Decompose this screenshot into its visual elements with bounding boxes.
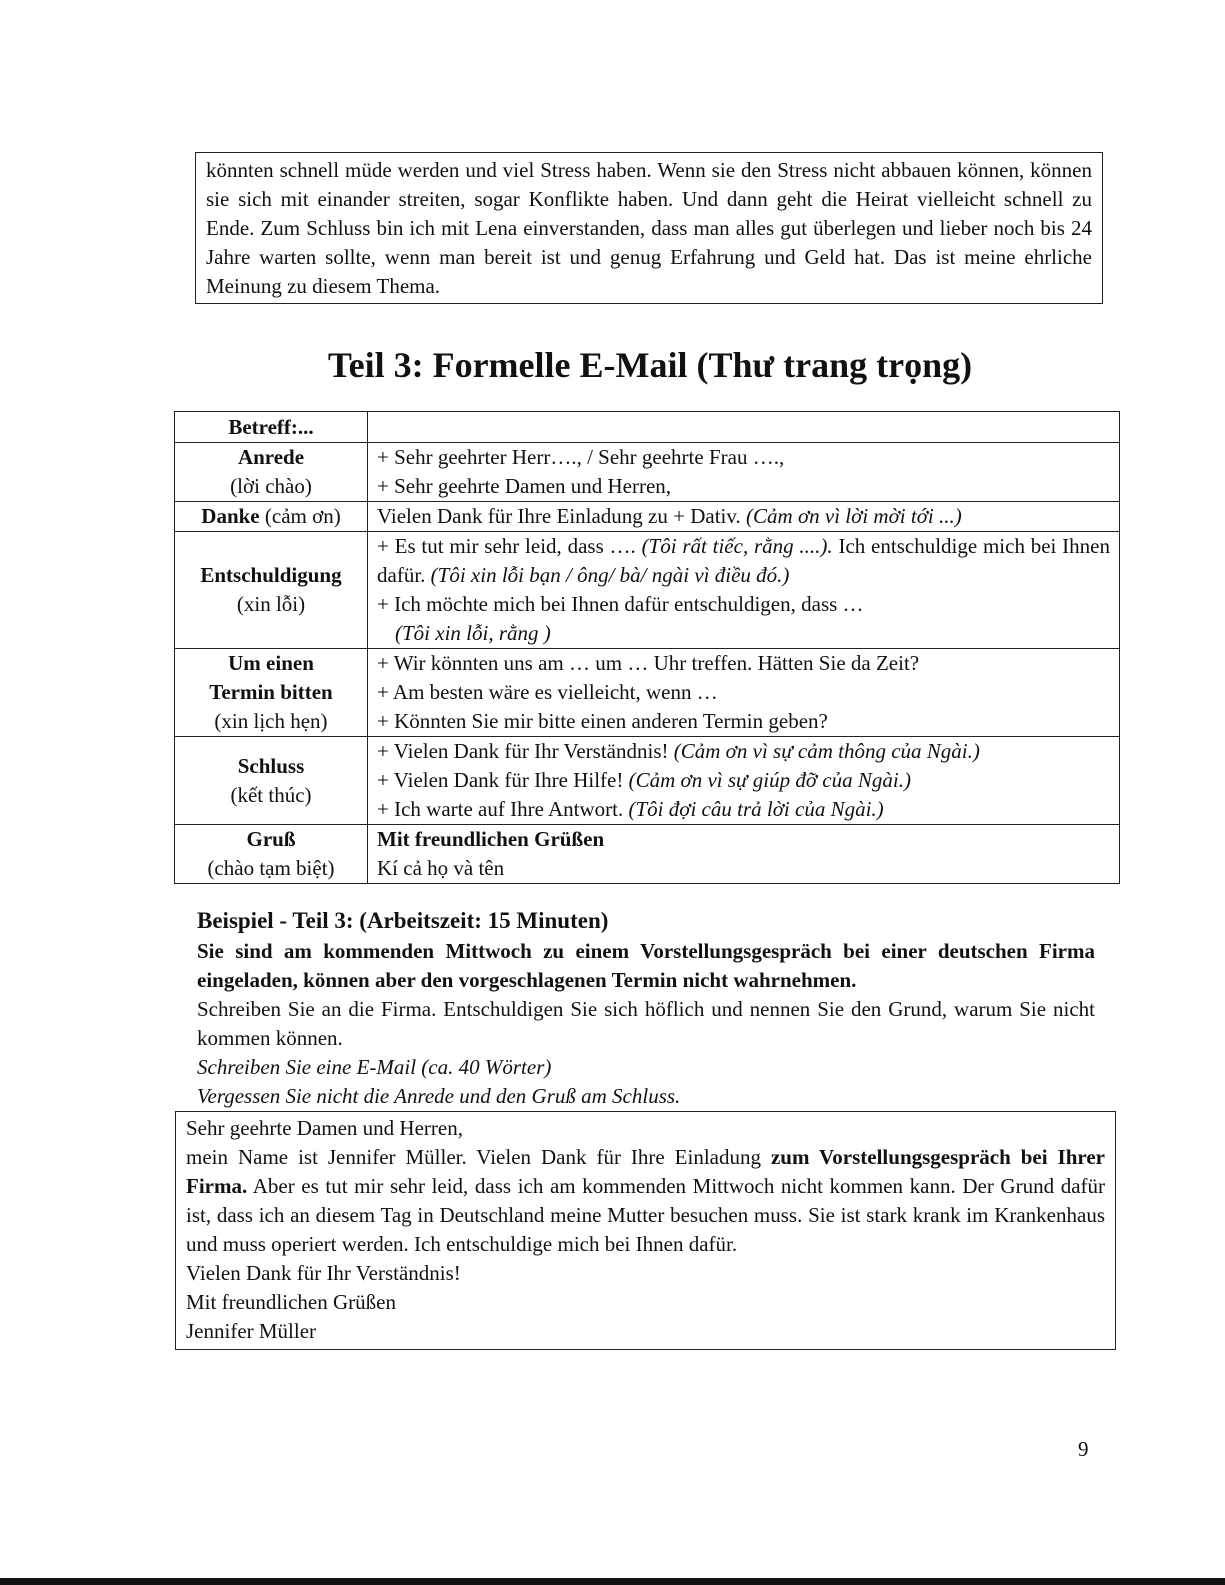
danke-label: Danke bbox=[201, 504, 260, 528]
table-row-entschuldigung bbox=[175, 532, 1120, 649]
schluss-line-2 bbox=[377, 766, 1110, 795]
danke-content bbox=[368, 502, 1120, 532]
email-thanks: Vielen Dank für Ihr Verständnis! bbox=[186, 1261, 461, 1285]
example-instruction-1: Schreiben Sie eine E-Mail (ca. 40 Wörter) bbox=[197, 1055, 552, 1079]
section-heading: Teil 3: Formelle E-Mail (Thư trang trọng) bbox=[327, 345, 973, 385]
anrede-sub: (lời chào) bbox=[230, 474, 312, 498]
schluss-line-1 bbox=[377, 737, 1110, 766]
entschuldigung-line-1 bbox=[377, 532, 1110, 590]
termin-line-2: + Am besten wäre es vielleicht, wenn … bbox=[377, 680, 718, 704]
entschuldigung-vi-1: (Tôi rất tiếc, rằng ....). bbox=[641, 534, 833, 558]
table-row-betreff bbox=[175, 412, 1120, 443]
schluss-de-1: + Vielen Dank für Ihr Verständnis! bbox=[377, 739, 669, 763]
anrede-content bbox=[368, 443, 1120, 502]
example-task: Schreiben Sie an die Firma. Entschuldigen Sie sich höflich und nennen Sie den Grund, warum Sie nicht kommen können. bbox=[197, 997, 1095, 1050]
anrede-line-1: + Sehr geehrter Herr…., / Sehr geehrte Frau …., bbox=[377, 445, 785, 469]
table-row-danke bbox=[175, 502, 1120, 532]
table-row-anrede bbox=[175, 443, 1120, 502]
previous-text: könnten schnell müde werden und viel Stress haben. Wenn sie den Stress nicht abbauen können, können sie sich mit einander streiten, sogar Konflikte haben. Und dann geht die Heirat vielleicht schnell zu Ende. Zum Schluss bin ich mit Lena einverstanden, dass man alles gut überlegen und lieber noch bis 24 Jahre warten sollte, wenn man bereit ist und genug Erfahrung und Geld hat. Das ist meine ehrliche Meinung zu diesem Thema. bbox=[206, 158, 1092, 298]
email-closing: Mit freundlichen Grüßen bbox=[186, 1290, 396, 1314]
betreff-content bbox=[368, 412, 1120, 443]
schluss-de-3: + Ich warte auf Ihre Antwort. bbox=[377, 797, 624, 821]
entschuldigung-de-2: Ich entschuldige mich bei Ihnen dafür. bbox=[377, 534, 1110, 587]
entschuldigung-sub: (xin lỗi) bbox=[236, 592, 306, 616]
danke-cell bbox=[175, 502, 368, 532]
page-number: 9 bbox=[1078, 1437, 1089, 1461]
gruss-cell bbox=[175, 825, 368, 884]
schluss-cell bbox=[175, 737, 368, 825]
email-signature: Jennifer Müller bbox=[186, 1319, 317, 1343]
termin-label-2: Termin bitten bbox=[209, 680, 333, 704]
anrede-line-2: + Sehr geehrte Damen und Herren, bbox=[377, 474, 672, 498]
schluss-sub: (kết thúc) bbox=[230, 782, 312, 807]
termin-content bbox=[368, 649, 1120, 737]
schluss-vi-1: (Cảm ơn vì sự cảm thông của Ngài.) bbox=[673, 739, 980, 763]
entschuldigung-label: Entschuldigung bbox=[200, 563, 342, 587]
danke-sub: (cảm ơn) bbox=[264, 504, 341, 528]
schluss-vi-3: (Tôi đợi câu trả lời của Ngài.) bbox=[628, 797, 884, 821]
email-body-2: Aber es tut mir sehr leid, dass ich am kommenden Mittwoch nicht kommen kann. Der Grund dafür ist, dass ich an diesem Tag in Deutschland meine Mutter besuchen muss. Sie ist stark krank im Krankenhaus und muss operiert werden. Ich entschuldige mich bei Ihnen dafür. bbox=[186, 1174, 1106, 1256]
gruss-content bbox=[368, 825, 1120, 884]
table-row-termin bbox=[175, 649, 1120, 737]
termin-line-1: + Wir könnten uns am … um … Uhr treffen. Hätten Sie da Zeit? bbox=[377, 651, 920, 675]
schluss-content bbox=[368, 737, 1120, 825]
schluss-vi-2: (Cảm ơn vì sự giúp đỡ của Ngài.) bbox=[628, 768, 911, 792]
table-row-schluss bbox=[175, 737, 1120, 825]
gruss-sub: (chào tạm biệt) bbox=[207, 856, 335, 880]
sample-email-box bbox=[175, 1111, 1116, 1350]
email-body bbox=[186, 1143, 1105, 1259]
danke-text: Vielen Dank für Ihre Einladung zu + Dativ. bbox=[377, 504, 741, 528]
schluss-de-2: + Vielen Dank für Ihre Hilfe! bbox=[377, 768, 624, 792]
entschuldigung-cell bbox=[175, 532, 368, 649]
email-greeting: Sehr geehrte Damen und Herren, bbox=[186, 1116, 463, 1140]
example-title: Beispiel - Teil 3: (Arbeitszeit: 15 Minuten) bbox=[197, 908, 609, 933]
anrede-cell bbox=[175, 443, 368, 502]
schluss-line-3 bbox=[377, 795, 1110, 824]
example-section bbox=[197, 905, 1095, 1111]
termin-sub: (xin lịch hẹn) bbox=[214, 709, 328, 733]
schluss-label: Schluss bbox=[237, 753, 305, 778]
betreff-label: Betreff:... bbox=[175, 412, 368, 443]
email-body-1: mein Name ist Jennifer Müller. Vielen Dank für Ihre Einladung bbox=[186, 1145, 761, 1169]
danke-vi: (Cảm ơn vì lời mời tới ...) bbox=[746, 504, 962, 528]
gruss-line-2: Kí cả họ và tên bbox=[377, 856, 505, 880]
email-body-bold: zum Vorstellungsgespräch bei Ihrer Firma. bbox=[186, 1145, 1105, 1198]
anrede-label: Anrede bbox=[237, 445, 305, 469]
entschuldigung-de-1: + Es tut mir sehr leid, dass …. bbox=[377, 534, 636, 558]
example-task-bold: Sie sind am kommenden Mittwoch zu einem Vorstellungsgespräch bei einer deutschen Firma eingeladen, können aber den vorgeschlagenen Termin nicht wahrnehmen. bbox=[197, 939, 1095, 992]
entschuldigung-line-2: + Ich möchte mich bei Ihnen dafür entschuldigen, dass … bbox=[377, 592, 864, 616]
entschuldigung-line-2-vi: (Tôi xin lỗi, rằng ) bbox=[395, 621, 551, 645]
termin-cell bbox=[175, 649, 368, 737]
termin-line-3: + Könnten Sie mir bitte einen anderen Termin geben? bbox=[377, 709, 828, 733]
termin-label-1: Um einen bbox=[228, 651, 314, 675]
email-structure-table bbox=[174, 411, 1120, 884]
example-instruction-2: Vergessen Sie nicht die Anrede und den Gruß am Schluss. bbox=[197, 1084, 681, 1108]
entschuldigung-content bbox=[368, 532, 1120, 649]
previous-text-box bbox=[195, 152, 1103, 304]
table-row-gruss bbox=[175, 825, 1120, 884]
scan-border bbox=[0, 1578, 1225, 1585]
entschuldigung-vi-2: (Tôi xin lỗi bạn / ông/ bà/ ngài vì điều đó.) bbox=[430, 563, 790, 587]
gruss-label: Gruß bbox=[246, 827, 296, 851]
gruss-line-1: Mit freundlichen Grüßen bbox=[377, 827, 605, 851]
